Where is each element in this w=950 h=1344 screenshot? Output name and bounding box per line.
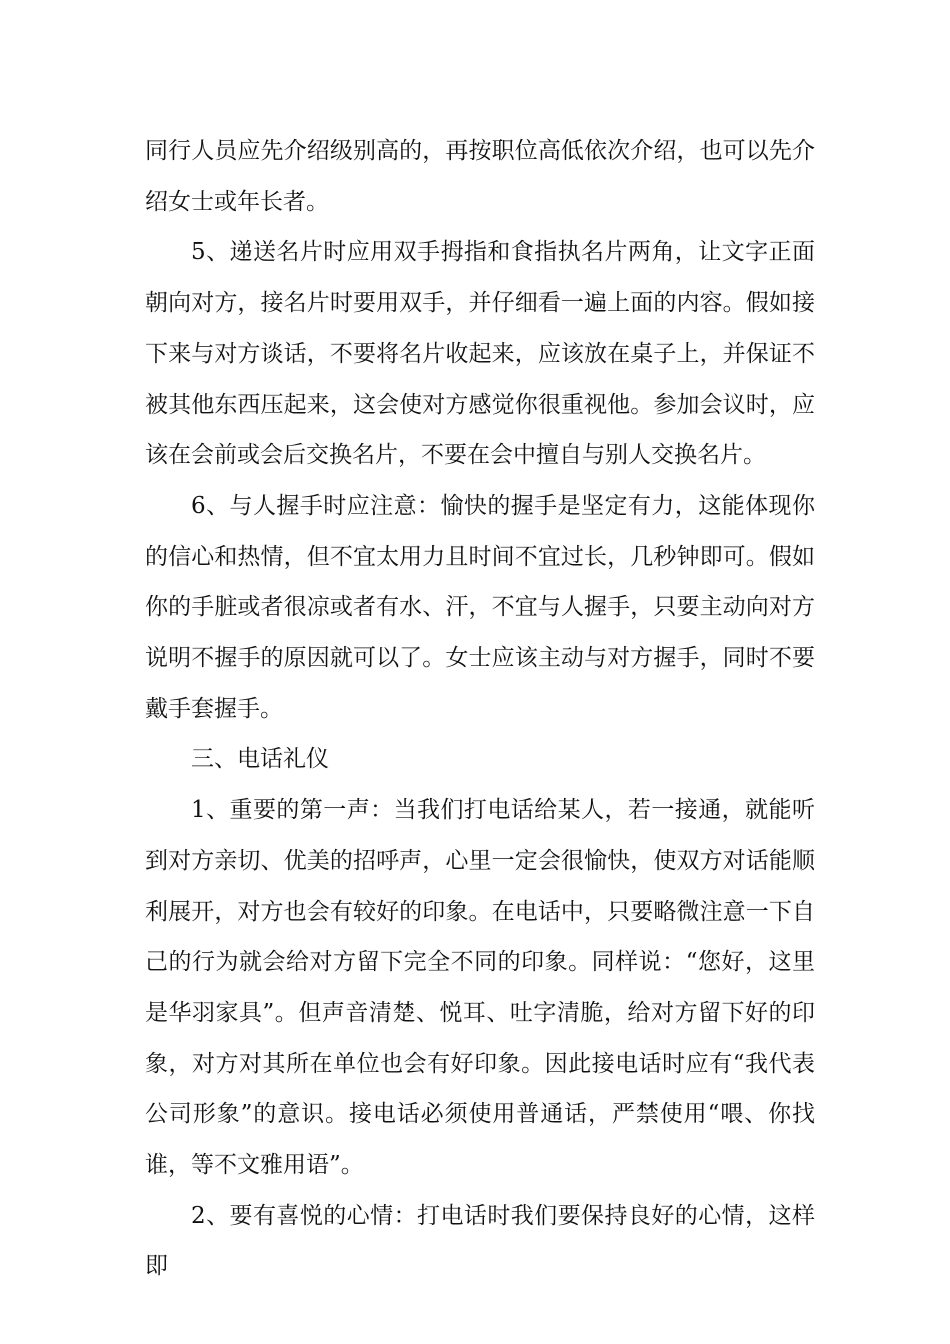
document-body bbox=[145, 126, 815, 1292]
paragraph-intro-continuation: 同行人员应先介绍级别高的，再按职位高低依次介绍，也可以先介绍女士或年长者。 bbox=[145, 138, 815, 215]
paragraph-first-greeting: 1、重要的第一声：当我们打电话给某人，若一接通，就能听到对方亲切、优美的招呼声，心里一定会很愉快，使双方对话能顺利展开，对方也会有较好的印象。在电话中，只要略微注意一下自己的行为就会给对方留下完全不同的印象。同样说：“您好，这里是华羽家具”。但声音清楚、悦耳、吐字清脆，给对方留下好的印象，对方对其所在单位也会有好印象。因此接电话时应有“我代表公司形象”的意识。接电话必须使用普通话，严禁使用“喂、你找谁，等不文雅用语”。 bbox=[145, 797, 815, 1179]
paragraph-business-card: 5、递送名片时应用双手拇指和食指执名片两角，让文字正面朝向对方，接名片时要用双手，并仔细看一遍上面的内容。假如接下来与对方谈话，不要将名片收起来，应该放在桌子上，并保证不被其他东西压起来，这会使对方感觉你很重视他。参加会议时，应该在会前或会后交换名片，不要在会中擅自与别人交换名片。 bbox=[145, 239, 815, 469]
paragraph-cheerful-mood: 2、要有喜悦的心情：打电话时我们要保持良好的心情，这样即 bbox=[145, 1202, 815, 1280]
paragraph-handshake: 6、与人握手时应注意：愉快的握手是坚定有力，这能体现你的信心和热情，但不宜太用力且时间不宜过长，几秒钟即可。假如你的手脏或者很凉或者有水、汗，不宜与人握手，只要主动向对方说明不握手的原因就可以了。女士应该主动与对方握手，同时不要戴手套握手。 bbox=[145, 492, 815, 722]
section-heading-phone-etiquette: 三、电话礼仪 bbox=[191, 746, 329, 773]
